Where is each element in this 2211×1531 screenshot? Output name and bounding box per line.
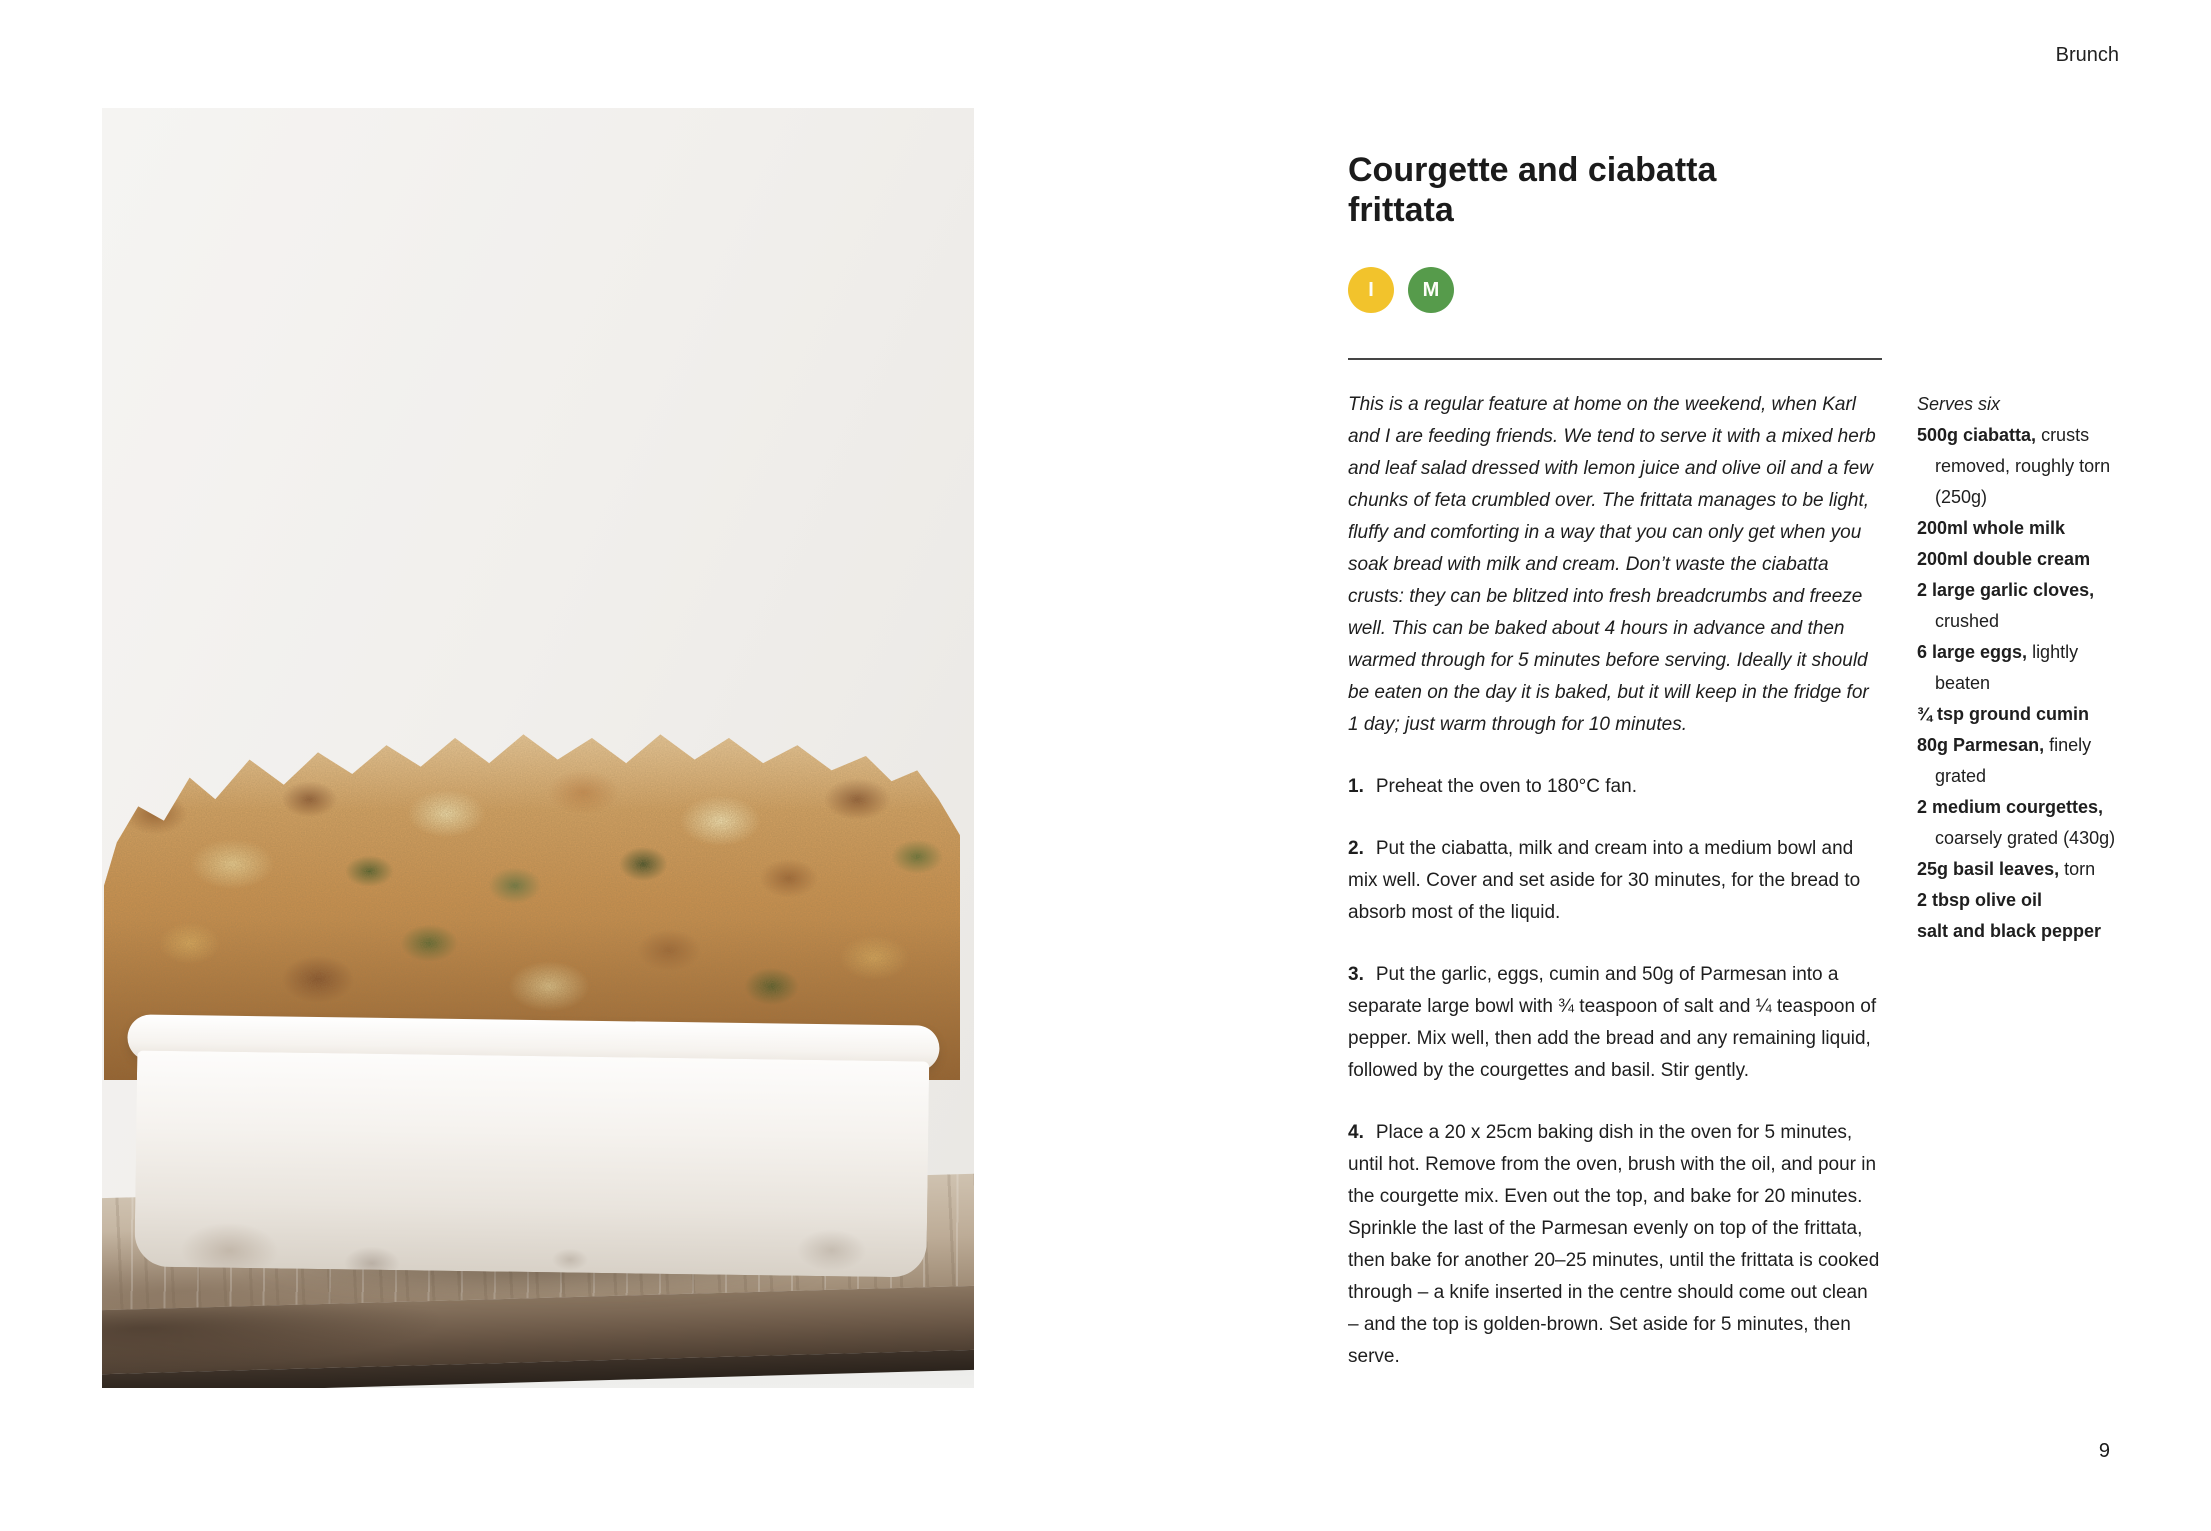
step-2-number: 2. [1348, 838, 1364, 859]
recipe-photo [102, 108, 974, 1388]
step-3 [1348, 959, 1882, 1087]
ingredient-item: 200ml double cream [1917, 549, 2091, 569]
step-3-number: 3. [1348, 964, 1364, 985]
ingredient-item: 25g basil leaves, torn [1917, 859, 2096, 879]
recipe-badges [1348, 267, 1882, 313]
step-3-text: Put the garlic, eggs, cumin and 50g of Parmesan into a separate large bowl with ¾ teaspoon of salt and ¼ teaspoon of pepper. Mix well, then add the bread and any remaining liquid, followed by the courgettes and basil. Stir gently. [1348, 964, 1877, 1081]
ingredient-item: 500g ciabatta, crusts removed, roughly torn (250g) [1917, 425, 2111, 507]
step-1-text: Preheat the oven to 180°C fan. [1375, 776, 1637, 797]
ingredients-column [1917, 389, 2125, 947]
intro-paragraph: This is a regular feature at home on the weekend, when Karl and I are feeding friends. We tend to serve it with a mixed herb and leaf salad dressed with lemon juice and olive oil and a few chunks of feta crumbled over. The frittata manages to be light, fluffy and comforting in a way that you can only get when you soak bread with milk and cream. Don’t waste the ciabatta crusts: they can be blitzed into fresh breadcrumbs and freeze well. This can be baked about 4 hours in advance and then warmed through for 5 minutes before serving. Ideally it should be eaten on the day it is baked, but it will keep in the fridge for 1 day; just warm through for 10 minutes. [1348, 394, 1876, 735]
badge-i: I [1348, 267, 1394, 313]
step-2 [1348, 833, 1882, 929]
page-number: 9 [2098, 1440, 2110, 1462]
section-label: Brunch [2055, 44, 2119, 66]
recipe-title-line1: Courgette and ciabatta [1348, 151, 1717, 189]
ingredient-item: ¾ tsp ground cumin [1917, 704, 2090, 724]
baking-dish-front [134, 1050, 929, 1277]
recipe-title-line2: frittata [1348, 191, 1454, 229]
recipe-column [1348, 0, 1882, 1373]
ingredient-item: salt and black pepper [1917, 921, 2102, 941]
recipe-title [1348, 150, 1882, 230]
divider-rule [1348, 358, 1882, 360]
baking-dish [124, 1014, 939, 1281]
step-4-number: 4. [1348, 1122, 1364, 1143]
badge-m: M [1408, 267, 1454, 313]
ingredient-item: 80g Parmesan, finely grated [1917, 735, 2092, 786]
ingredient-item: 2 large garlic cloves, crushed [1917, 580, 2095, 631]
ingredient-item: 6 large eggs, lightly beaten [1917, 642, 2079, 693]
step-1-number: 1. [1348, 776, 1364, 797]
step-1 [1348, 771, 1882, 803]
step-2-text: Put the ciabatta, milk and cream into a medium bowl and mix well. Cover and set aside for 30 minutes, for the bread to absorb most of the liquid. [1348, 838, 1861, 923]
serves-note: Serves six [1917, 394, 2001, 414]
ingredient-item: 2 tbsp olive oil [1917, 890, 2043, 910]
ingredient-item: 2 medium courgettes, coarsely grated (430g) [1917, 797, 2116, 848]
ingredient-item: 200ml whole milk [1917, 518, 2066, 538]
step-4-text: Place a 20 x 25cm baking dish in the oven for 5 minutes, until hot. Remove from the oven, brush with the oil, and pour in the courgette mix. Even out the top, and bake for 20 minutes. Sprinkle the last of the Parmesan evenly on top of the frittata, then bake for another 20–25 minutes, until the frittata is cooked through – a knife inserted in the centre should come out clean – and the top is golden-brown. Set aside for 5 minutes, then serve. [1348, 1122, 1880, 1367]
step-4 [1348, 1117, 1882, 1373]
